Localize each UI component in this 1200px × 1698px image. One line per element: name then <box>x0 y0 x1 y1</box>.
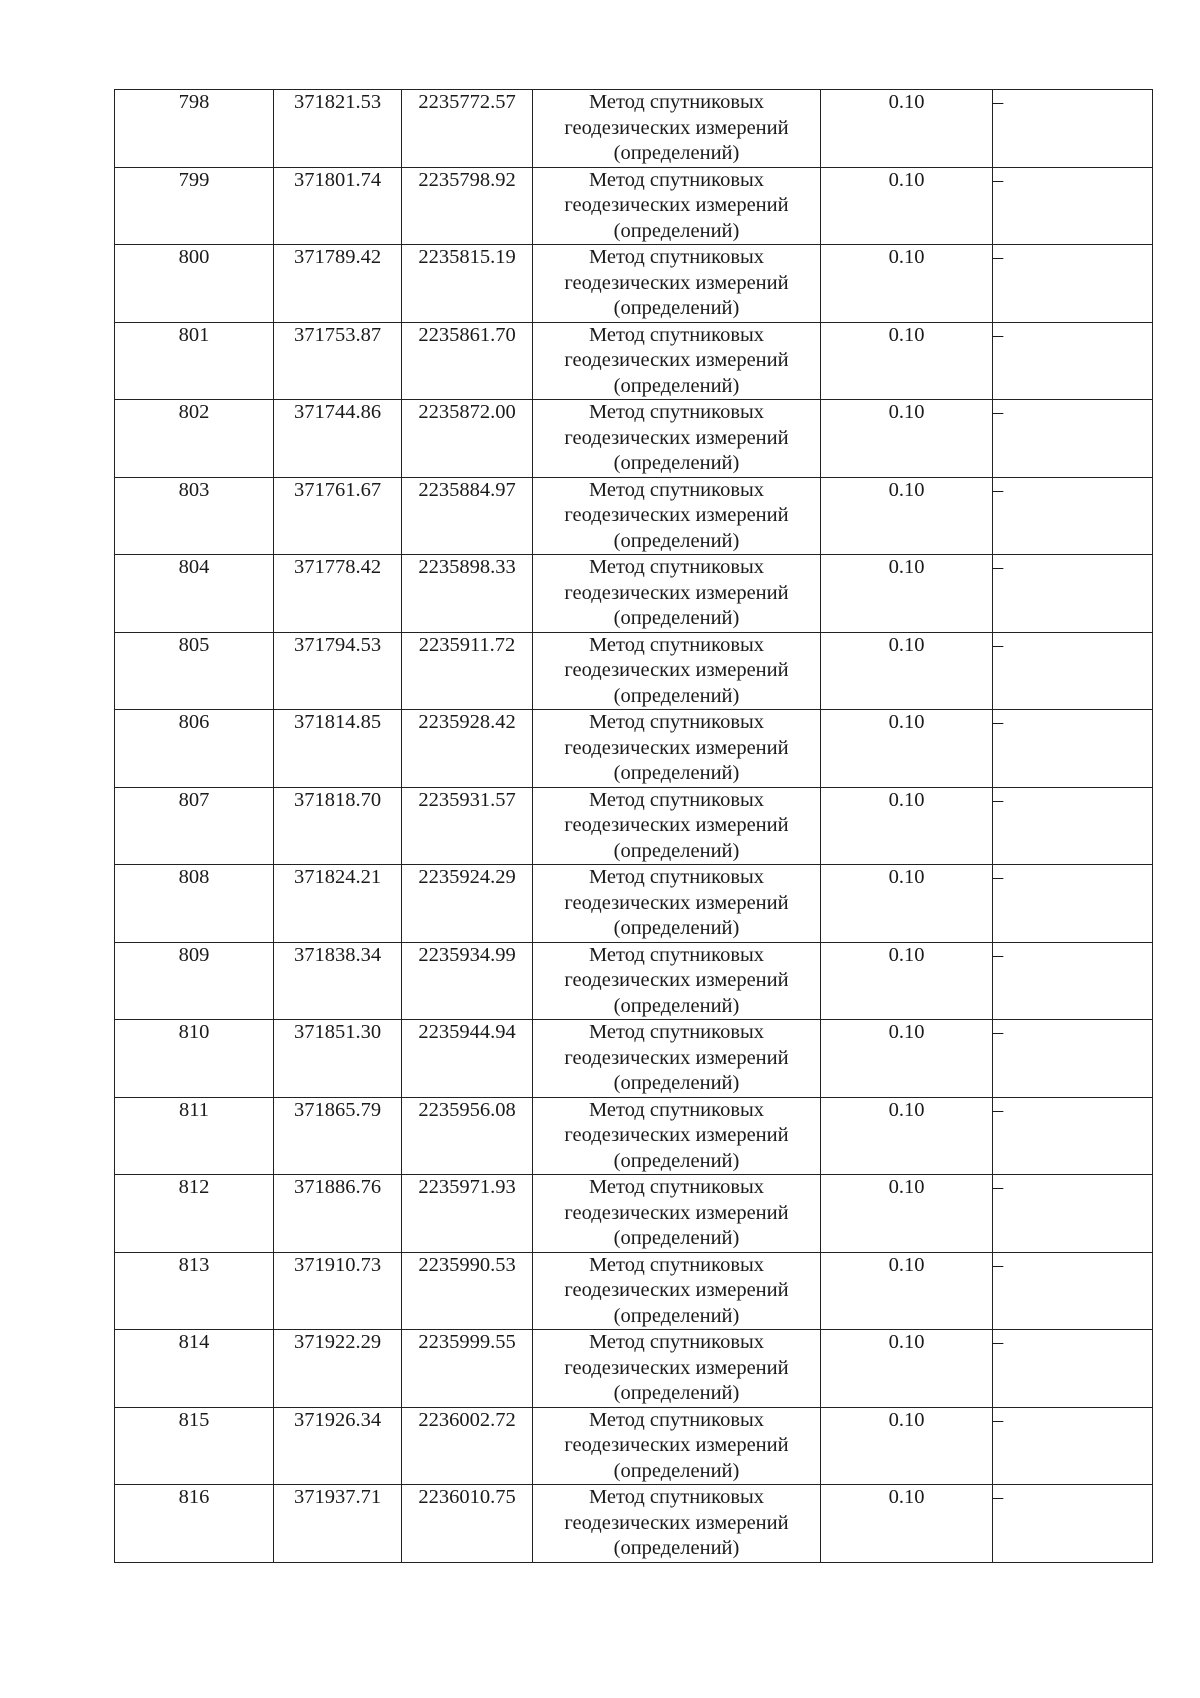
method-cell <box>533 1407 821 1485</box>
point-number-cell: 816 <box>115 1485 274 1563</box>
description-cell: – <box>993 865 1153 943</box>
accuracy-cell: 0.10 <box>821 167 993 245</box>
point-number-cell: 808 <box>115 865 274 943</box>
point-number-cell: 806 <box>115 710 274 788</box>
accuracy-cell: 0.10 <box>821 632 993 710</box>
table-row <box>115 787 1153 865</box>
accuracy-cell: 0.10 <box>821 1252 993 1330</box>
method-text-line: Метод спутниковых <box>588 866 765 888</box>
point-number-cell: 802 <box>115 400 274 478</box>
method-cell <box>533 1330 821 1408</box>
method-text-line: Метод спутниковых <box>588 943 765 966</box>
method-text-line: геодезических измерений <box>564 271 789 294</box>
method-text-line: геодезических измерений <box>564 1279 789 1301</box>
coordinate-x-cell: 371886.76 <box>274 1175 402 1253</box>
accuracy-cell: 0.10 <box>821 942 993 1020</box>
method-text-line: Метод спутниковых <box>588 1098 765 1121</box>
method-cell <box>533 1252 821 1330</box>
accuracy-cell: 0.10 <box>821 1485 993 1563</box>
description-cell: – <box>993 555 1153 633</box>
method-text-line: геодезических измерений <box>564 581 789 604</box>
description-cell: – <box>993 1330 1153 1408</box>
method-text-line: (определений) <box>613 1382 740 1404</box>
method-text-line: Метод спутниковых <box>588 1486 765 1508</box>
table-row <box>115 477 1153 555</box>
description-cell: – <box>993 1252 1153 1330</box>
method-text-line: геодезических измерений <box>564 426 789 449</box>
method-text-line: (определений) <box>613 839 740 862</box>
accuracy-cell: 0.10 <box>821 1020 993 1098</box>
method-cell <box>533 555 821 633</box>
accuracy-cell: 0.10 <box>821 1330 993 1408</box>
table-row <box>115 632 1153 710</box>
method-text-line: (определений) <box>613 297 740 319</box>
coordinate-y-cell: 2235999.55 <box>402 1330 533 1408</box>
description-cell: – <box>993 1485 1153 1563</box>
coordinate-x-cell: 371789.42 <box>274 245 402 323</box>
table-row <box>115 1485 1153 1563</box>
coordinate-y-cell: 2235898.33 <box>402 555 533 633</box>
description-cell: – <box>993 1097 1153 1175</box>
point-number-cell: 807 <box>115 787 274 865</box>
coordinate-x-cell: 371821.53 <box>274 90 402 168</box>
coordinate-y-cell: 2235934.99 <box>402 942 533 1020</box>
description-cell: – <box>993 322 1153 400</box>
coordinate-y-cell: 2235872.00 <box>402 400 533 478</box>
point-number-cell: 812 <box>115 1175 274 1253</box>
coordinate-x-cell: 371801.74 <box>274 167 402 245</box>
coordinate-x-cell: 371818.70 <box>274 787 402 865</box>
table-row <box>115 90 1153 168</box>
coordinate-x-cell: 371865.79 <box>274 1097 402 1175</box>
method-cell <box>533 1485 821 1563</box>
accuracy-cell: 0.10 <box>821 1175 993 1253</box>
coordinate-y-cell: 2235928.42 <box>402 710 533 788</box>
point-number-cell: 805 <box>115 632 274 710</box>
method-text-line: геодезических измерений <box>564 891 789 914</box>
coordinate-y-cell: 2235884.97 <box>402 477 533 555</box>
table-row <box>115 1252 1153 1330</box>
method-text-line: Метод спутниковых <box>588 478 765 501</box>
method-text-line: геодезических измерений <box>564 1124 789 1146</box>
method-text-line: (определений) <box>613 762 740 784</box>
method-text-line: (определений) <box>613 1304 740 1327</box>
method-text-line: Метод спутниковых <box>588 1176 765 1198</box>
point-number-cell: 813 <box>115 1252 274 1330</box>
coordinate-x-cell: 371851.30 <box>274 1020 402 1098</box>
method-text-line: Метод спутниковых <box>588 633 765 656</box>
table-row <box>115 1407 1153 1485</box>
point-number-cell: 798 <box>115 90 274 168</box>
description-cell: – <box>993 245 1153 323</box>
table-row <box>115 400 1153 478</box>
method-text-line: Метод спутниковых <box>588 1021 765 1043</box>
table-row <box>115 1020 1153 1098</box>
method-cell <box>533 942 821 1020</box>
method-text-line: (определений) <box>613 684 740 707</box>
method-cell <box>533 632 821 710</box>
method-cell <box>533 1020 821 1098</box>
method-text-line: геодезических измерений <box>564 194 789 216</box>
method-text-line: геодезических измерений <box>564 1201 789 1224</box>
method-cell <box>533 1175 821 1253</box>
method-text-line: Метод спутниковых <box>588 246 765 268</box>
method-text-line: (определений) <box>613 917 740 939</box>
point-number-cell: 799 <box>115 167 274 245</box>
accuracy-cell: 0.10 <box>821 865 993 943</box>
coordinate-y-cell: 2236002.72 <box>402 1407 533 1485</box>
method-cell <box>533 710 821 788</box>
method-cell <box>533 322 821 400</box>
method-text-line: геодезических измерений <box>564 349 789 371</box>
coordinate-x-cell: 371926.34 <box>274 1407 402 1485</box>
table-row <box>115 245 1153 323</box>
accuracy-cell: 0.10 <box>821 477 993 555</box>
coordinate-y-cell: 2235944.94 <box>402 1020 533 1098</box>
table-row <box>115 167 1153 245</box>
method-text-line: геодезических измерений <box>564 1356 789 1379</box>
method-text-line: Метод спутниковых <box>588 1331 765 1353</box>
point-number-cell: 814 <box>115 1330 274 1408</box>
coordinate-y-cell: 2235911.72 <box>402 632 533 710</box>
method-text-line: (определений) <box>613 1149 740 1172</box>
description-cell: – <box>993 1020 1153 1098</box>
method-text-line: Метод спутниковых <box>588 1253 765 1276</box>
description-cell: – <box>993 477 1153 555</box>
point-number-cell: 809 <box>115 942 274 1020</box>
method-cell <box>533 787 821 865</box>
method-cell <box>533 477 821 555</box>
method-cell <box>533 167 821 245</box>
point-number-cell: 801 <box>115 322 274 400</box>
method-text-line: (определений) <box>613 219 740 242</box>
accuracy-cell: 0.10 <box>821 1407 993 1485</box>
accuracy-cell: 0.10 <box>821 90 993 168</box>
method-text-line: (определений) <box>613 1537 740 1559</box>
point-number-cell: 811 <box>115 1097 274 1175</box>
method-text-line: (определений) <box>613 1459 740 1482</box>
method-text-line: (определений) <box>613 1072 740 1094</box>
method-cell <box>533 245 821 323</box>
method-text-line: (определений) <box>613 529 740 552</box>
accuracy-cell: 0.10 <box>821 400 993 478</box>
method-text-line: геодезических измерений <box>564 116 789 139</box>
coordinate-y-cell: 2235798.92 <box>402 167 533 245</box>
accuracy-cell: 0.10 <box>821 1097 993 1175</box>
method-text-line: (определений) <box>613 452 740 474</box>
method-cell <box>533 865 821 943</box>
table-row <box>115 1097 1153 1175</box>
description-cell: – <box>993 167 1153 245</box>
method-text-line: геодезических измерений <box>564 1511 789 1534</box>
description-cell: – <box>993 400 1153 478</box>
coordinate-y-cell: 2235861.70 <box>402 322 533 400</box>
description-cell: – <box>993 90 1153 168</box>
coordinate-y-cell: 2235990.53 <box>402 1252 533 1330</box>
method-text-line: Метод спутниковых <box>588 401 765 423</box>
coordinate-x-cell: 371761.67 <box>274 477 402 555</box>
method-text-line: геодезических измерений <box>564 1434 789 1456</box>
description-cell: – <box>993 710 1153 788</box>
coordinate-x-cell: 371744.86 <box>274 400 402 478</box>
table-row <box>115 710 1153 788</box>
point-number-cell: 800 <box>115 245 274 323</box>
method-cell <box>533 400 821 478</box>
method-text-line: (определений) <box>613 994 740 1017</box>
method-text-line: геодезических измерений <box>564 1046 789 1069</box>
method-text-line: (определений) <box>613 607 740 629</box>
coordinate-y-cell: 2235772.57 <box>402 90 533 168</box>
coordinate-x-cell: 371910.73 <box>274 1252 402 1330</box>
coordinates-table <box>114 89 1153 1563</box>
point-number-cell: 804 <box>115 555 274 633</box>
method-text-line: геодезических измерений <box>564 814 789 836</box>
method-text-line: (определений) <box>613 1227 740 1249</box>
method-text-line: Метод спутниковых <box>588 323 765 346</box>
accuracy-cell: 0.10 <box>821 322 993 400</box>
coordinate-y-cell: 2235924.29 <box>402 865 533 943</box>
method-text-line: Метод спутниковых <box>588 788 765 811</box>
coordinate-x-cell: 371778.42 <box>274 555 402 633</box>
method-text-line: геодезических измерений <box>564 659 789 681</box>
method-text-line: Метод спутниковых <box>588 1408 765 1431</box>
table-row <box>115 1175 1153 1253</box>
table-row <box>115 865 1153 943</box>
table-row <box>115 942 1153 1020</box>
table-row <box>115 1330 1153 1408</box>
coordinates-table-body <box>115 90 1153 1563</box>
coordinate-y-cell: 2236010.75 <box>402 1485 533 1563</box>
description-cell: – <box>993 787 1153 865</box>
method-cell <box>533 1097 821 1175</box>
point-number-cell: 803 <box>115 477 274 555</box>
coordinate-x-cell: 371922.29 <box>274 1330 402 1408</box>
table-row <box>115 322 1153 400</box>
method-text-line: (определений) <box>613 374 740 397</box>
accuracy-cell: 0.10 <box>821 245 993 323</box>
point-number-cell: 815 <box>115 1407 274 1485</box>
accuracy-cell: 0.10 <box>821 710 993 788</box>
coordinate-y-cell: 2235931.57 <box>402 787 533 865</box>
accuracy-cell: 0.10 <box>821 555 993 633</box>
accuracy-cell: 0.10 <box>821 787 993 865</box>
method-cell <box>533 90 821 168</box>
description-cell: – <box>993 1407 1153 1485</box>
coordinate-x-cell: 371824.21 <box>274 865 402 943</box>
description-cell: – <box>993 1175 1153 1253</box>
method-text-line: Метод спутниковых <box>588 168 765 191</box>
method-text-line: геодезических измерений <box>564 504 789 526</box>
coordinate-x-cell: 371838.34 <box>274 942 402 1020</box>
coordinate-x-cell: 371753.87 <box>274 322 402 400</box>
method-text-line: Метод спутниковых <box>588 711 765 733</box>
method-text-line: Метод спутниковых <box>588 556 765 578</box>
point-number-cell: 810 <box>115 1020 274 1098</box>
description-cell: – <box>993 942 1153 1020</box>
method-text-line: геодезических измерений <box>564 969 789 991</box>
coordinate-y-cell: 2235971.93 <box>402 1175 533 1253</box>
coordinate-x-cell: 371814.85 <box>274 710 402 788</box>
table-row <box>115 555 1153 633</box>
method-text-line: Метод спутниковых <box>588 91 765 113</box>
coordinate-y-cell: 2235815.19 <box>402 245 533 323</box>
coordinate-y-cell: 2235956.08 <box>402 1097 533 1175</box>
description-cell: – <box>993 632 1153 710</box>
method-text-line: геодезических измерений <box>564 736 789 759</box>
coordinate-x-cell: 371937.71 <box>274 1485 402 1563</box>
coordinate-x-cell: 371794.53 <box>274 632 402 710</box>
method-text-line: (определений) <box>613 142 740 164</box>
